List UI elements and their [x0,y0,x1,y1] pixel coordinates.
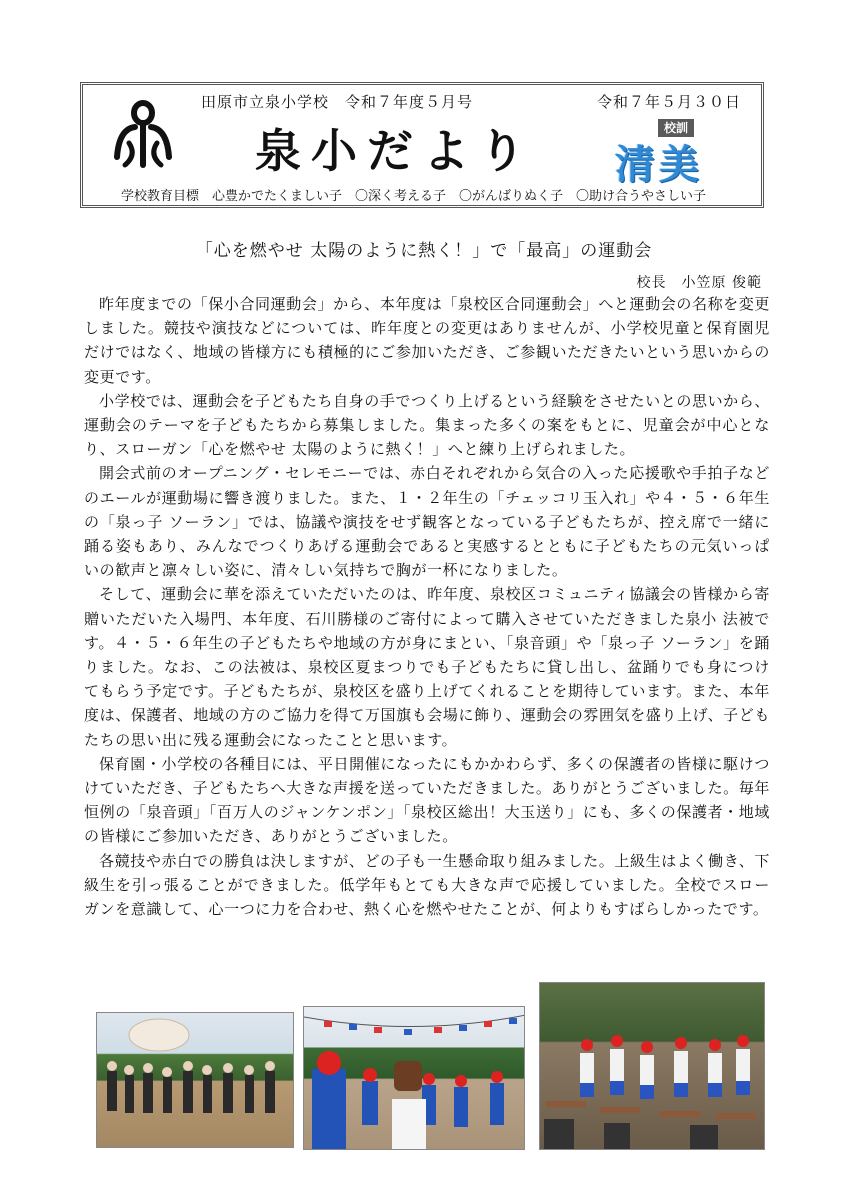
school-name-issue: 田原市立泉小学校 令和７年度５月号 [201,93,474,111]
article-headline: 「心を燃やせ 太陽のように熱く！」で「最高」の運動会 [195,241,653,261]
issue-date: 令和７年５月３０日 [596,93,741,111]
newsletter-title: 泉小だより [255,124,535,178]
children-marching-photo [303,1006,525,1150]
article-paragraph: 各競技や赤白での勝負は決しますが、どの子も一生懸命取り組みました。上級生はよく働き、下級生を引っ張ることができました。低学年もとても大きな声で応援していました。全校でスローガンを意識して、心一つに力を合わせ、熱く心を燃やせたことが、何よりもすばらしかったです。 [84,851,770,919]
school-motto: 清美 [615,141,703,188]
article-paragraph: 昨年度までの「保小合同運動会」から、本年度は「泉校区合同運動会」へと運動会の名称を変更しました。競技や演技などについては、昨年度との変更はありませんが、小学校児童と保育園児だけではなく、地域の皆様方にも積極的にご参加いただき、ご参観いただきたいという思いからの変更です。 [84,295,770,386]
education-goals: 学校教育目標 心豊かでたくましい子 〇深く考える子 〇がんばりぬく子 〇助け合うやさしい子 [121,189,707,204]
article-paragraph: そして、運動会に華を添えていただいたのは、昨年度、泉校区コミュニティ協議会の皆様から寄贈いただいた入場門、本年度、石川勝様のご寄付によって購入させていただきました泉小 法被です。４・５・６年生の子どもたちや地域の方が身にまとい、「泉音頭」や「泉っ子 ソーラン」を踊りました。なお、この法被は、泉校区夏まつりでも子どもたちに貸し出し、盆踊りでも身につけてもらう予定です。子どもたちが、泉校区を盛り上げてくれることを期待しています。また、本年度は、保護者、地域の方のご協力を得て万国旗も会場に飾り、運動会の雰囲気を盛り上げ、子どもたちの思い出に残る運動会になったことと思います。 [84,585,770,749]
masthead [80,82,764,208]
article-body [84,292,770,921]
article-paragraph: 開会式前のオープニング・セレモニーでは、赤白それぞれから気合の入った応援歌や手拍子などのエールが運動場に響き渡りました。また、１・２年生の「チェッコリ玉入れ」や４・５・６年生の「泉っ子 ソーラン」では、協議や演技をせず観客となっている子どもたちが、控え席で一緒に踊る姿もあり、みんなでつくりあげる運動会であると実感するとともに子どもたちの元気いっぱいの歓声と凛々しい姿に、清々しい気持ちで胸が一杯になりました。 [84,464,770,580]
article-author: 校長 小笠原 俊範 [636,275,762,291]
big-ball-relay-photo [96,1012,294,1148]
students-dancing-photo [539,982,765,1150]
article-paragraph: 小学校では、運動会を子どもたち自身の手でつくり上げるという経験をさせたいとの思いから、運動会のテーマを子どもたちから募集しました。集まった多くの案をもとに、児童会が中心となり、スローガン「心を燃やせ 太陽のように熱く！」へと練り上げられました。 [84,391,770,459]
article-paragraph: 保育園・小学校の各種目には、平日開催になったにもかかわらず、多くの保護者の皆様に駆けつけていただき、子どもたちへ大きな声援を送っていただきました。ありがとうございました。毎年恒例の「泉音頭」「百万人のジャンケンポン」「泉校区総出！大玉送り」にも、多くの保護者・地域の皆様にご参加いただき、ありがとうございました。 [84,754,770,846]
school-emblem-icon [113,99,173,171]
motto-label: 校訓 [658,119,694,137]
